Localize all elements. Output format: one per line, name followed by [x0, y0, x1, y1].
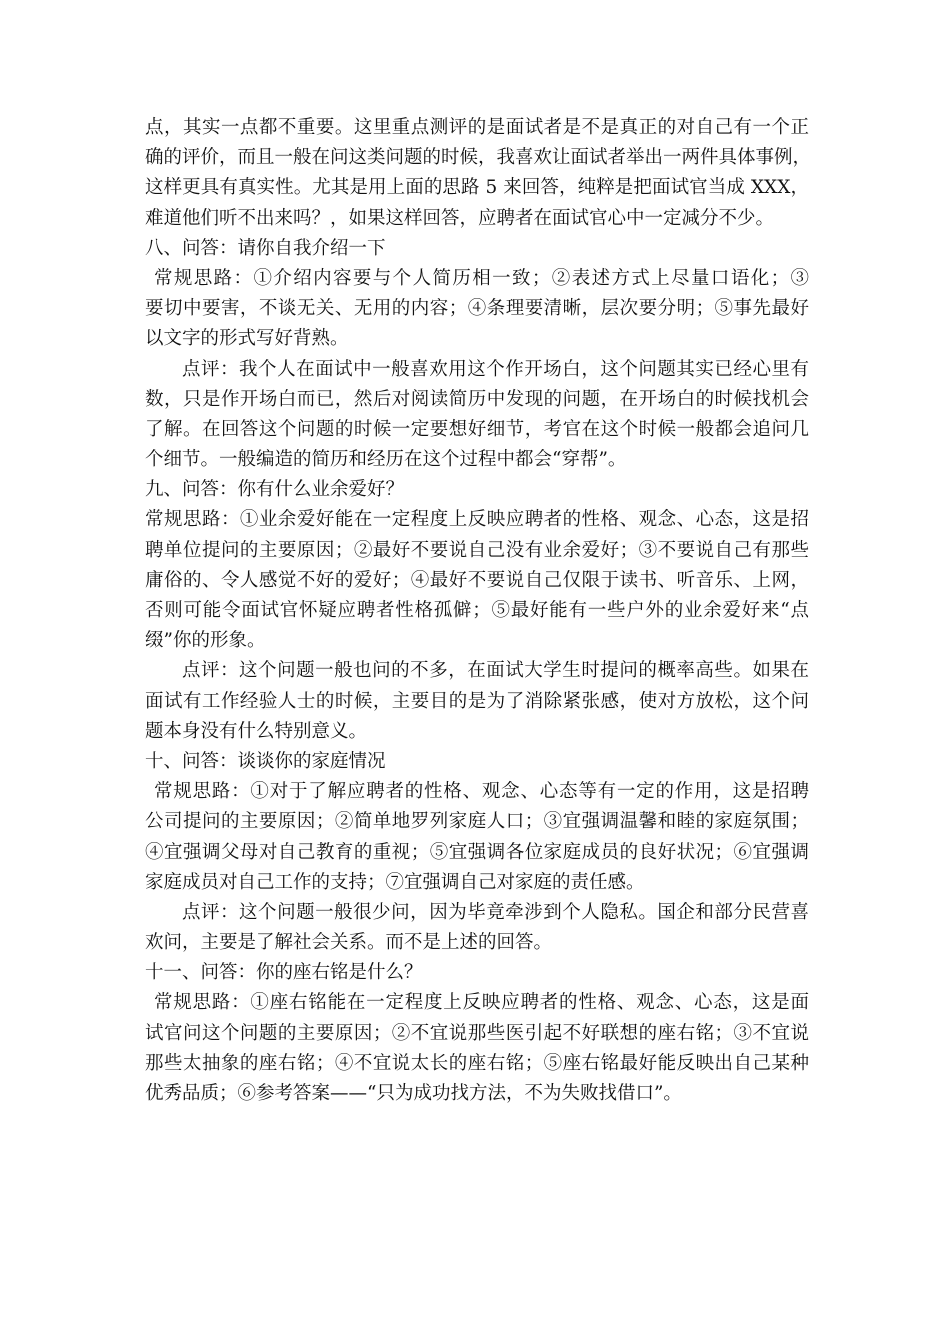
text-line: 常规思路：①介绍内容要与个人简历相一致；②表述方式上尽量口语化；③ [154, 267, 809, 289]
text-line: 点，其实一点都不重要。这里重点测评的是面试者是不是真正的对自己有一个正 [145, 117, 809, 138]
text-line: 个细节。一般编造的简历和经历在这个过程中都会“穿帮”。 [145, 449, 627, 471]
text-line: 常规思路：①对于了解应聘者的性格、观念、心态等有一定的作用，这是招聘 [154, 781, 809, 803]
text-line: 家庭成员对自己工作的支持；⑦宜强调自己对家庭的责任感。 [145, 871, 645, 893]
section-heading-8: 八、问答：请你自我介绍一下 [145, 237, 386, 259]
text-line: 以文字的形式写好背熟。 [145, 328, 349, 350]
text-line: 点评：这个问题一般很少问，因为毕竟牵涉到个人隐私。国企和部分民营喜 [182, 901, 809, 923]
document-body [145, 113, 812, 1109]
text-line: ④宜强调父母对自己教育的重视；⑤宜强调各位家庭成员的良好状况；⑥宜强调 [145, 841, 809, 863]
section-heading-9: 九、问答：你有什么业余爱好？ [145, 479, 405, 501]
text-line: 公司提问的主要原因；②简单地罗列家庭人口；③宜强调温馨和睦的家庭氛围； [145, 811, 809, 833]
text-line: 缀”你的形象。 [145, 630, 266, 652]
text-line: 点评：我个人在面试中一般喜欢用这个作开场白，这个问题其实已经心里有 [182, 358, 809, 380]
text-line: 确的评价，而且一般在问这类问题的时候，我喜欢让面试者举出一两件具体事例， [145, 147, 812, 169]
text-line: 欢问，主要是了解社会关系。而不是上述的回答。 [145, 932, 553, 954]
text-line: 数，只是作开场白而已，然后对阅读简历中发现的问题，在开场白的时候找机会 [145, 388, 809, 410]
text-line: 了解。在回答这个问题的时候一定要想好细节，考官在这个时候一般都会追问几 [145, 418, 809, 440]
text-line: 试官问这个问题的主要原因；②不宜说那些医引起不好联想的座右铭；③不宜说 [145, 1022, 809, 1044]
text-line: 面试有工作经验人士的时候，主要目的是为了消除紧张感，使对方放松，这个问 [145, 690, 809, 712]
text-line: 难道他们听不出来吗？，如果这样回答，应聘者在面试官心中一定减分不少。 [145, 207, 775, 229]
text-line: 那些太抽象的座右铭；④不宜说太长的座右铭；⑤座右铭最好能反映出自己某种 [145, 1052, 809, 1074]
text-line: 庸俗的、令人感觉不好的爱好；④最好不要说自己仅限于读书、听音乐、上网， [145, 569, 809, 591]
text-line: 常规思路：①业余爱好能在一定程度上反映应聘者的性格、观念、心态，这是招 [145, 509, 809, 531]
text-line: 聘单位提问的主要原因；②最好不要说自己没有业余爱好；③不要说自己有那些 [145, 539, 809, 561]
text-line: 否则可能令面试官怀疑应聘者性格孤僻；⑤最好能有一些户外的业余爱好来“点 [145, 600, 809, 621]
text-line: 题本身没有什么特别意义。 [145, 720, 368, 742]
text-line: 点评：这个问题一般也问的不多，在面试大学生时提问的概率高些。如果在 [182, 660, 809, 682]
text-line: 这样更具有真实性。尤其是用上面的思路 5 来回答，纯粹是把面试官当成 XXX， [145, 177, 809, 199]
text-line: 优秀品质；⑥参考答案——“只为成功找方法，不为失败找借口”。 [145, 1083, 682, 1104]
section-heading-11: 十一、问答：你的座右铭是什么？ [145, 962, 423, 984]
section-heading-10: 十、问答：谈谈你的家庭情况 [145, 750, 386, 772]
text-line: 要切中要害，不谈无关、无用的内容；④条理要清晰，层次要分明；⑤事先最好 [145, 298, 809, 320]
text-line: 常规思路：①座右铭能在一定程度上反映应聘者的性格、观念、心态，这是面 [154, 992, 809, 1014]
